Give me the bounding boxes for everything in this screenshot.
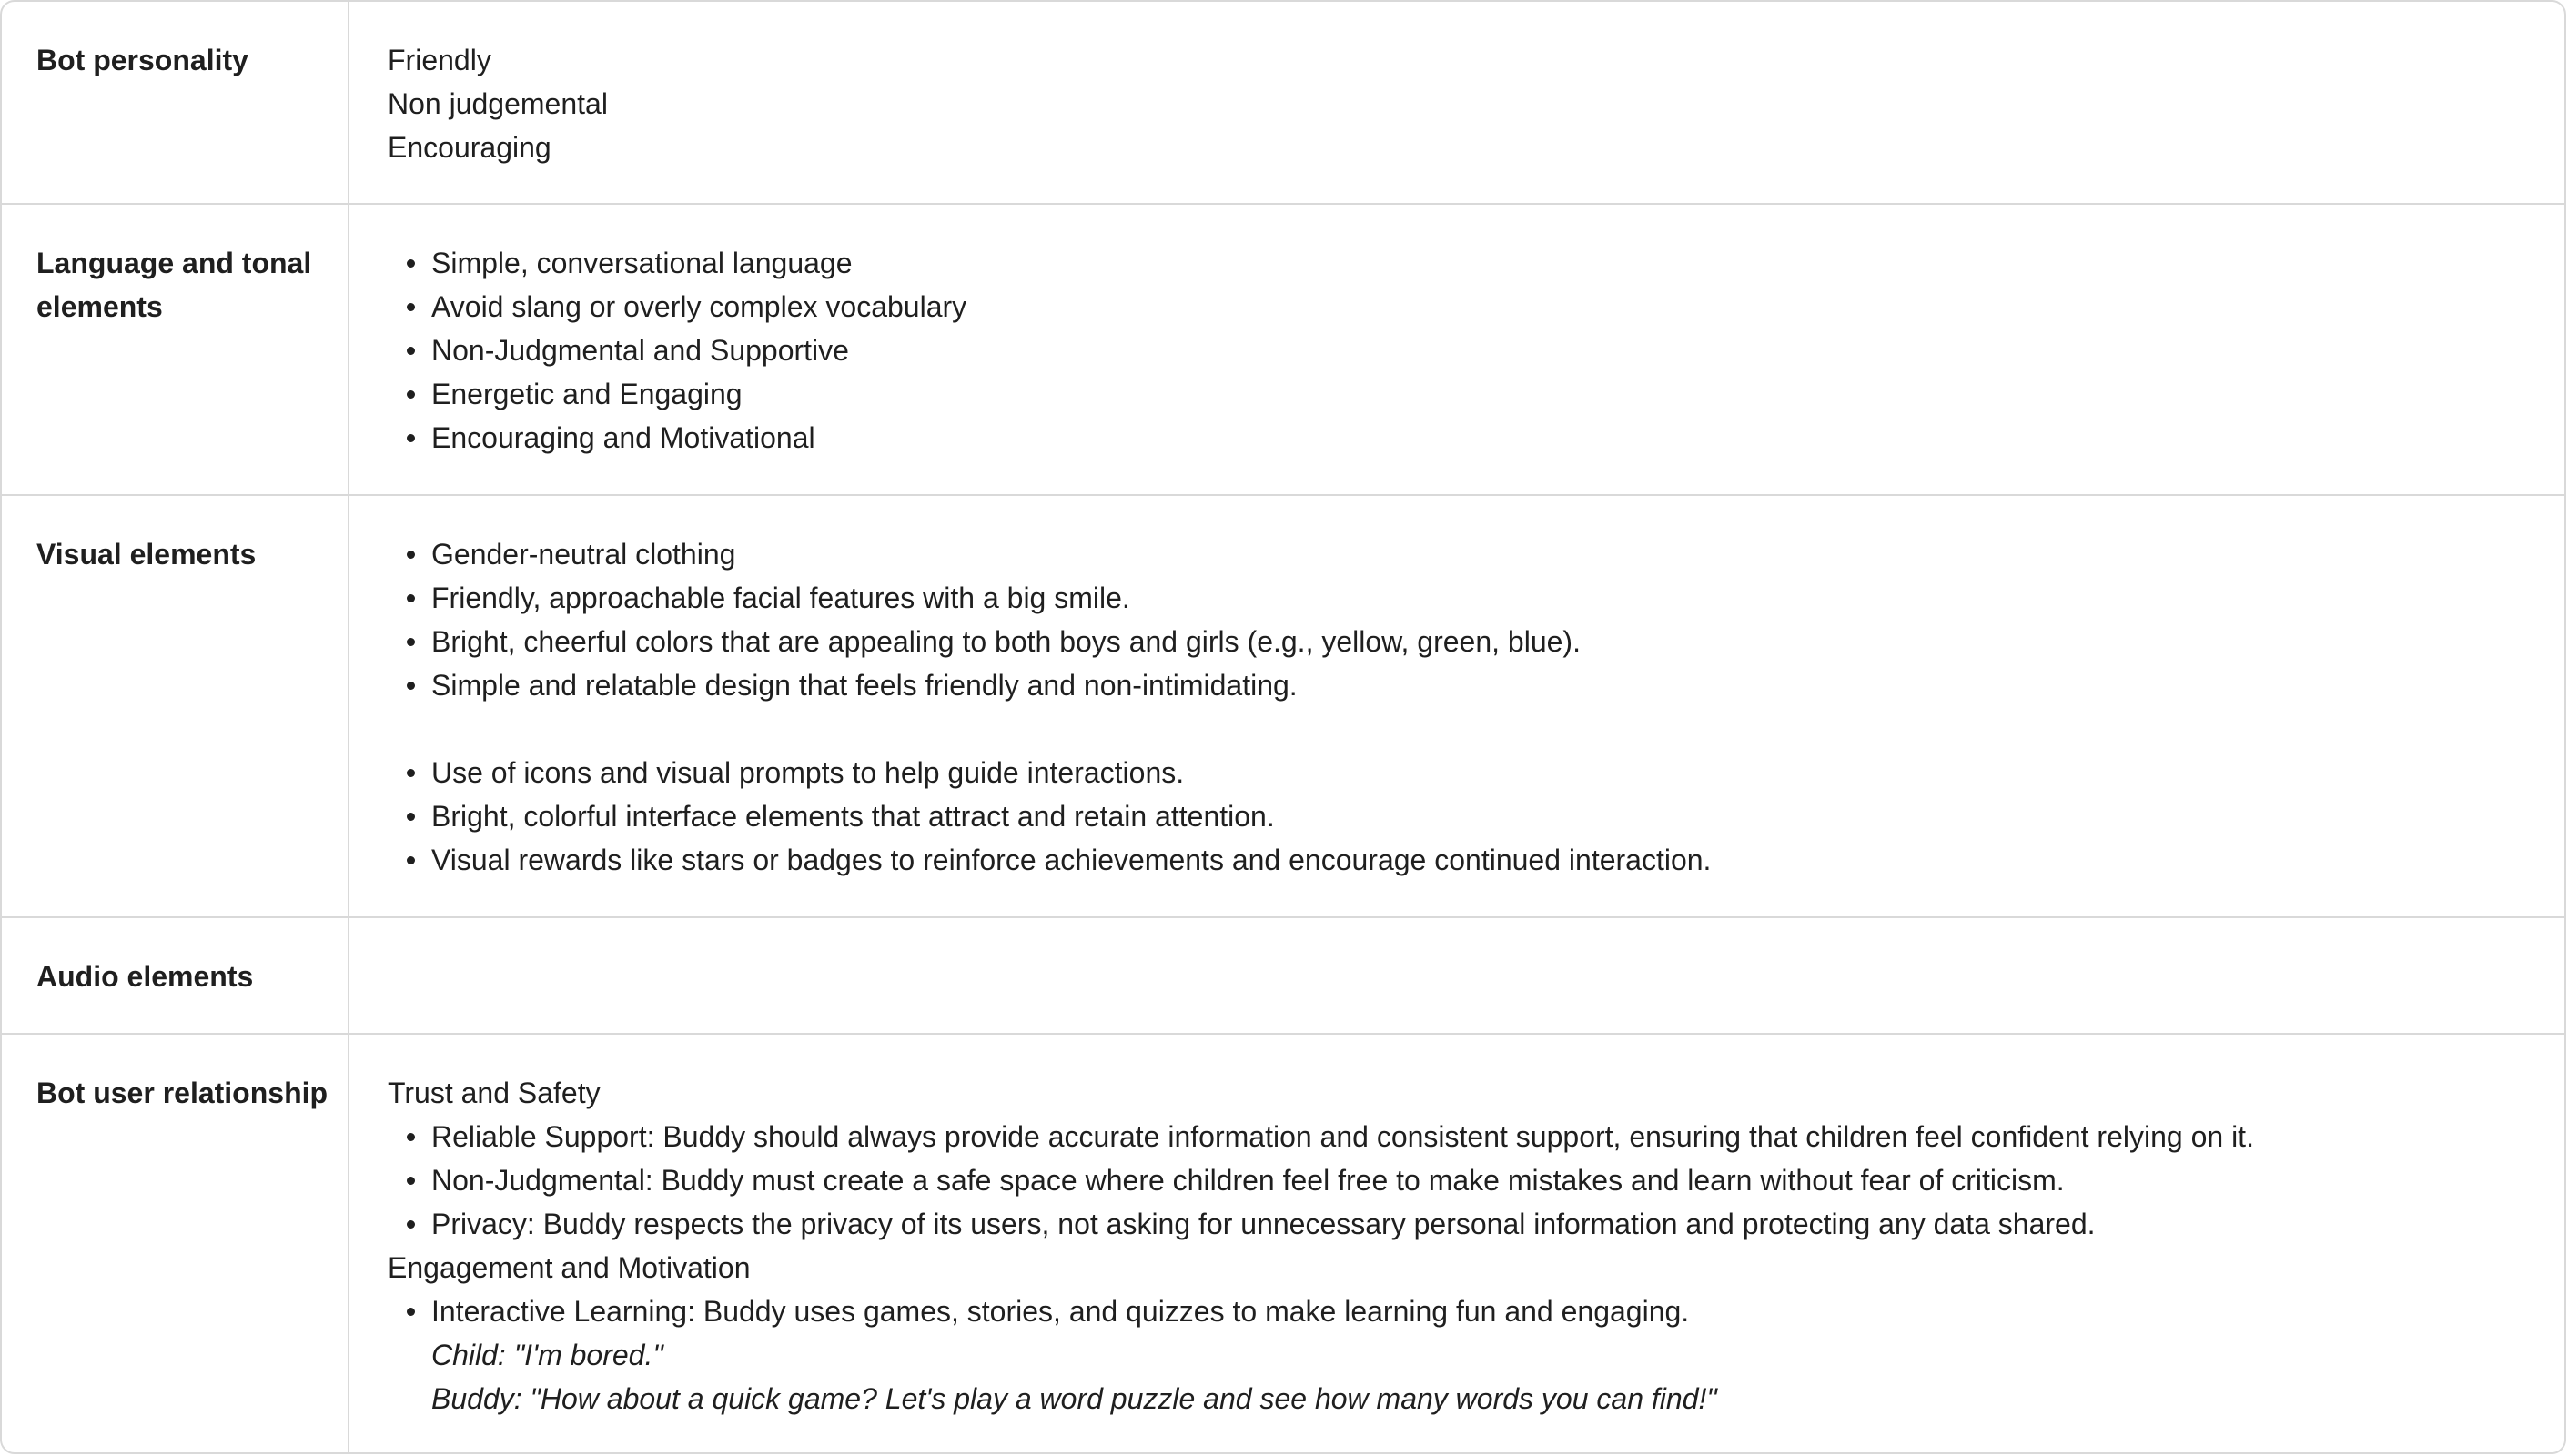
row-label-visual-elements: Visual elements — [2, 495, 349, 917]
language-tonal-content — [349, 204, 2564, 495]
section-heading-engagement: Engagement and Motivation — [388, 1251, 751, 1284]
row-label-bot-personality: Bot personality — [2, 2, 349, 204]
list-item: Gender-neutral clothing — [431, 532, 2537, 576]
list-item: Bright, cheerful colors that are appealing to both boys and girls (e.g., yellow, green, blue). — [431, 620, 2537, 663]
list-item: Avoid slang or overly complex vocabulary — [431, 285, 2537, 329]
list-item: Friendly, approachable facial features with a big smile. — [431, 576, 2537, 620]
list-item: Simple, conversational language — [431, 241, 2537, 285]
section-heading-trust-safety: Trust and Safety — [388, 1077, 601, 1109]
audio-elements-content — [349, 917, 2564, 1034]
row-label-bot-user-relationship: Bot user relationship — [2, 1034, 349, 1454]
list-item: Encouraging and Motivational — [431, 416, 2537, 460]
language-list — [388, 241, 2537, 460]
visual-elements-content — [349, 495, 2564, 917]
list-item: Privacy: Buddy respects the privacy of its users, not asking for unnecessary personal information and protecting any data shared. — [431, 1202, 2537, 1246]
row-label-audio-elements: Audio elements — [2, 917, 349, 1034]
bot-user-relationship-content — [349, 1034, 2564, 1454]
list-item: Energetic and Engaging — [431, 372, 2537, 416]
buddy-quote: Buddy: "How about a quick game? Let's play a word puzzle and see how many words you can find!" — [431, 1382, 1717, 1415]
personality-line: Non judgemental — [388, 87, 608, 120]
list-item: Use of icons and visual prompts to help guide interactions. — [431, 751, 2537, 794]
visual-list-a — [388, 532, 2537, 707]
list-item: Non-Judgmental and Supportive — [431, 329, 2537, 372]
child-quote: Child: "I'm bored." — [431, 1339, 663, 1371]
table-row — [2, 204, 2564, 495]
interactive-learning-text: Interactive Learning: Buddy uses games, stories, and quizzes to make learning fun and engaging. — [431, 1295, 1690, 1328]
visual-list-b — [388, 751, 2537, 882]
engagement-list — [388, 1289, 2537, 1421]
list-item: Visual rewards like stars or badges to reinforce achievements and encourage continued interaction. — [431, 838, 2537, 882]
list-spacer — [388, 707, 2537, 751]
list-item: Simple and relatable design that feels friendly and non-intimidating. — [431, 663, 2537, 707]
bot-personality-content — [349, 2, 2564, 204]
row-label-language-tonal: Language and tonal elements — [2, 204, 349, 495]
table-row — [2, 2, 2564, 204]
list-item: Bright, colorful interface elements that attract and retain attention. — [431, 794, 2537, 838]
table-row — [2, 917, 2564, 1034]
table-row — [2, 1034, 2564, 1454]
list-item: Non-Judgmental: Buddy must create a safe space where children feel free to make mistakes and learn without fear of criticism. — [431, 1158, 2537, 1202]
trust-safety-list — [388, 1115, 2537, 1246]
personality-line: Friendly — [388, 44, 491, 76]
list-item: Reliable Support: Buddy should always provide accurate information and consistent support, ensuring that children feel confident relying on it. — [431, 1115, 2537, 1158]
personality-line: Encouraging — [388, 131, 551, 164]
list-item — [431, 1289, 2537, 1421]
table-row — [2, 495, 2564, 917]
